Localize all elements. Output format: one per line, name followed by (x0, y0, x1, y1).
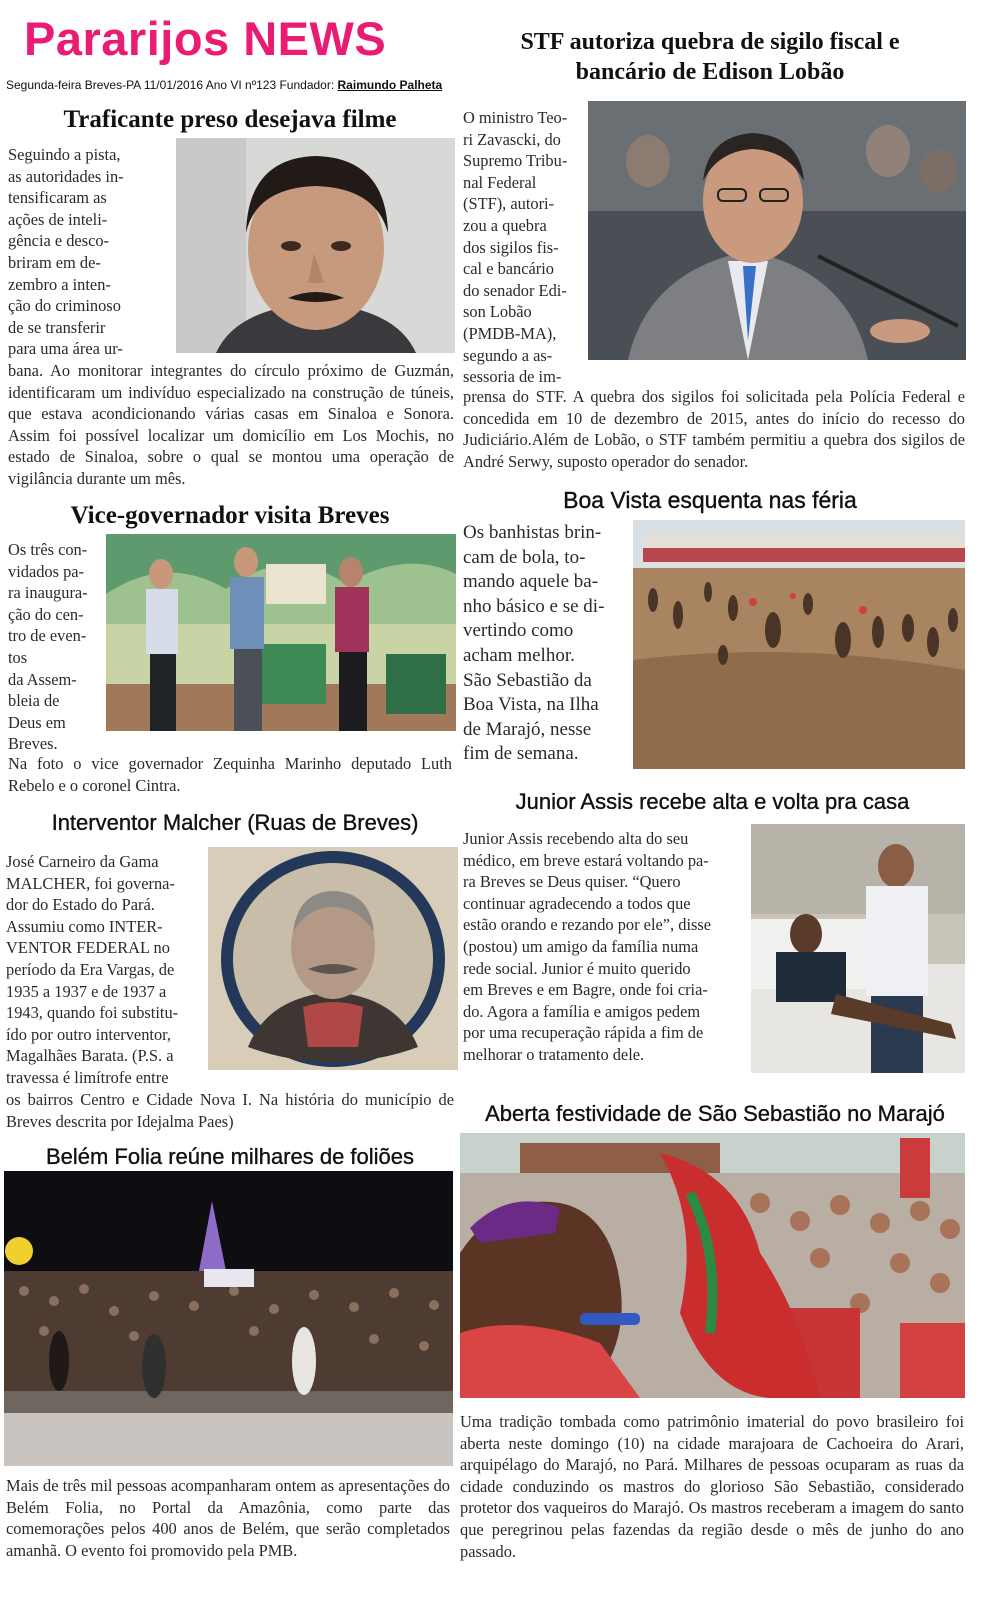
junior-side-line: (postou) um amigo da família numa (463, 936, 699, 956)
interventor-side-line: travessa é limítrofe entre (6, 1067, 169, 1087)
traficante-side-column (8, 144, 143, 360)
interventor-body: os bairros Centro e Cidade Nova I. Na história do município de Breves descrita por Idejalma Paes) (6, 1090, 454, 1131)
traficante-side-line: para uma área ur- (8, 339, 123, 359)
headline-vice: Vice-governador visita Breves (70, 502, 390, 529)
junior-side-line: continuar agradecendo a todos que (463, 893, 691, 913)
newspaper-title: Pararijos NEWS (24, 12, 387, 65)
traficante-side-line: ção do criminoso (8, 296, 121, 316)
boavista-side-line: acham melhor. (463, 644, 575, 666)
stf-side-line: do senador Edi- (463, 280, 567, 300)
stf-side-line: Supremo Tribu- (463, 151, 568, 171)
traficante-side-line: Seguindo a pista, (8, 145, 121, 164)
boavista-side-column (463, 521, 627, 767)
boavista-side-line: cam de bola, to- (463, 546, 586, 568)
junior-side-line: em Breves e em Bagre, onde foi cria- (463, 980, 708, 1000)
traficante-side-line: zembro a inten- (8, 274, 111, 294)
vice-side-line: tro de even- (8, 626, 87, 646)
vice-side-line: vidados pa- (8, 561, 85, 581)
photo-interventor-portrait (208, 847, 458, 1070)
stf-side-line: segundo a as- (463, 345, 553, 365)
stf-body: prensa do STF. A quebra dos sigilos foi solicitada pela Polícia Federal e concedida em 10 de dezembro de 2015, antes do início do recesso do Judiciário.Além de Lobão, o STF também permitiu a quebra dos sigilos de André Serwy, suposto operador do senador. (463, 387, 965, 471)
junior-side-line: estão orando e rezando por ele”, disse (463, 915, 712, 935)
vice-side-line: Os três con- (8, 540, 88, 559)
traficante-side-line: as autoridades in- (8, 166, 124, 186)
photo-belem-folia-stage (4, 1171, 453, 1466)
stf-side-line: (STF), autori- (463, 194, 555, 214)
boavista-side-line: Os banhistas brin- (463, 522, 602, 543)
vice-side-line: da Assem- (8, 669, 77, 689)
interventor-side-line: VENTOR FEDERAL no (6, 938, 170, 958)
headline-belem: Belém Folia reúne milhares de foliões (45, 1144, 415, 1169)
headline-stf-line: bancário de Edison Lobão (575, 59, 845, 85)
boavista-side-line: vertindo como (463, 620, 574, 642)
junior-side-line: médico, em breve estará voltando pa- (463, 850, 709, 870)
interventor-side-line: dor do Estado do Pará. (6, 895, 155, 915)
photo-festividade-crowd (460, 1133, 965, 1398)
boavista-side-line: nho básico e se di- (463, 595, 605, 617)
interventor-side-line: período da Era Vargas, de (6, 959, 175, 979)
photo-river-bathers (633, 520, 965, 769)
junior-side-line: rede social. Junior é muito querido (463, 958, 691, 978)
headline-stf (470, 27, 950, 87)
stf-side-line: sessoria de im- (463, 367, 562, 387)
belem-body: Mais de três mil pessoas acompanharam ontem as apresentações do Belém Folia, no Portal da Amazônia, como parte das comemorações pelos 400 anos de Belém, que serão completados amanhã. O evento foi promovido pela PMB. (6, 1476, 450, 1560)
traficante-side-line: tensificaram as (8, 188, 107, 208)
founder-link[interactable]: Raimundo Palheta (337, 78, 443, 92)
traficante-side-line: ações de inteli- (8, 209, 108, 229)
interventor-side-line: Assumiu como INTER- (6, 916, 163, 936)
traficante-side-line: briram em de- (8, 252, 101, 272)
vice-side-line: Deus em (8, 712, 66, 732)
headline-stf-line: STF autoriza quebra de sigilo fiscal e (520, 29, 900, 55)
interventor-side-column (6, 851, 204, 1089)
photo-senator (588, 101, 966, 360)
interventor-side-line: José Carneiro da Gama (6, 852, 159, 871)
junior-side-column (463, 828, 747, 1066)
stf-side-line: ri Zavascki, do (463, 129, 561, 149)
junior-side-line: Junior Assis recebendo alta do seu (463, 829, 689, 848)
photo-vice-governor (106, 534, 456, 731)
boavista-side-line: mando aquele ba- (463, 571, 599, 593)
headline-interventor: Interventor Malcher (Ruas de Breves) (51, 810, 419, 835)
interventor-side-line: 1935 a 1937 e de 1937 a (6, 981, 167, 1001)
stf-side-line: son Lobão (463, 302, 532, 322)
interventor-side-line: MALCHER, foi governa- (6, 873, 175, 893)
vice-body: Na foto o vice governador Zequinha Marinho deputado Luth Rebelo e o coronel Cintra. (8, 754, 452, 795)
headline-junior: Junior Assis recebe alta e volta pra casa (515, 789, 910, 814)
photo-trafficker (176, 138, 455, 353)
traficante-side-line: gência e desco- (8, 231, 110, 251)
boavista-side-line: São Sebastião da (463, 669, 592, 691)
stf-side-line: (PMDB-MA), (463, 323, 557, 343)
vice-side-line: Breves. (8, 734, 58, 754)
headline-festividade: Aberta festividade de São Sebastião no Marajó (485, 1101, 945, 1126)
stf-side-line: cal e bancário (463, 259, 554, 279)
vice-side-column (8, 539, 103, 755)
dateline-text: Segunda-feira Breves-PA 11/01/2016 Ano VI nº123 Fundador: (6, 78, 335, 92)
interventor-side-line: 1943, quando foi substitu- (6, 1003, 179, 1023)
junior-side-line: por uma recuperação rápida a fim de (463, 1023, 704, 1043)
junior-side-line: melhorar o tratamento dele. (463, 1044, 645, 1064)
boavista-side-line: Boa Vista, na Ilha (463, 694, 599, 716)
stf-side-line: O ministro Teo- (463, 108, 568, 127)
interventor-side-line: ído por outro interventor, (6, 1024, 172, 1044)
traficante-side-line: de se transferir (8, 317, 106, 337)
stf-side-column (463, 107, 583, 388)
vice-side-line: tos (8, 647, 28, 667)
interventor-side-line: Magalhães Barata. (P.S. a (6, 1046, 174, 1066)
festividade-body: Uma tradição tombada como patrimônio imaterial do povo brasileiro foi aberta neste domingo (10) na cidade marajoara de Cachoeira do Arari, arquipélago do Marajó, no Pará. Milhares de pessoas ocuparam as ruas da cidade conduzindo os mastros do glorioso São Sebastião, considerado protetor dos vaqueiros do Marajó. Os mastros receberam a imagem do santo que peregrinou pelas fazendas da região desde o mês de junho do ano passado. (460, 1412, 964, 1561)
photo-junior-hospital (751, 824, 965, 1073)
headline-boavista: Boa Vista esquenta nas féria (563, 487, 857, 513)
stf-side-line: zou a quebra (463, 215, 547, 235)
boavista-side-line: de Marajó, nesse (463, 718, 592, 740)
traficante-body: bana. Ao monitorar integrantes do círculo próximo de Guzmán, identificaram um indivíduo especializado na construção de túneis, que estava acondicionando várias casas em Sinaloa e Sonora. Assim foi possível localizar um domicílio em Los Mochis, no estado de Sinaloa, sobre o qual se montou uma operação de vigilância durante um mês. (8, 361, 454, 488)
vice-side-line: ra inaugura- (8, 583, 88, 603)
stf-side-line: nal Federal (463, 172, 537, 192)
vice-side-line: bleia de (8, 691, 60, 711)
vice-side-line: ção do cen- (8, 604, 84, 624)
dateline (6, 77, 456, 93)
boavista-side-line: fim de semana. (463, 743, 579, 765)
junior-side-line: ra Breves se Deus quiser. “Quero (463, 872, 681, 892)
stf-side-line: dos sigilos fis- (463, 237, 559, 257)
headline-traficante: Traficante preso desejava filme (63, 106, 397, 133)
junior-side-line: do. Agora a família e amigos pedem (463, 1001, 701, 1021)
